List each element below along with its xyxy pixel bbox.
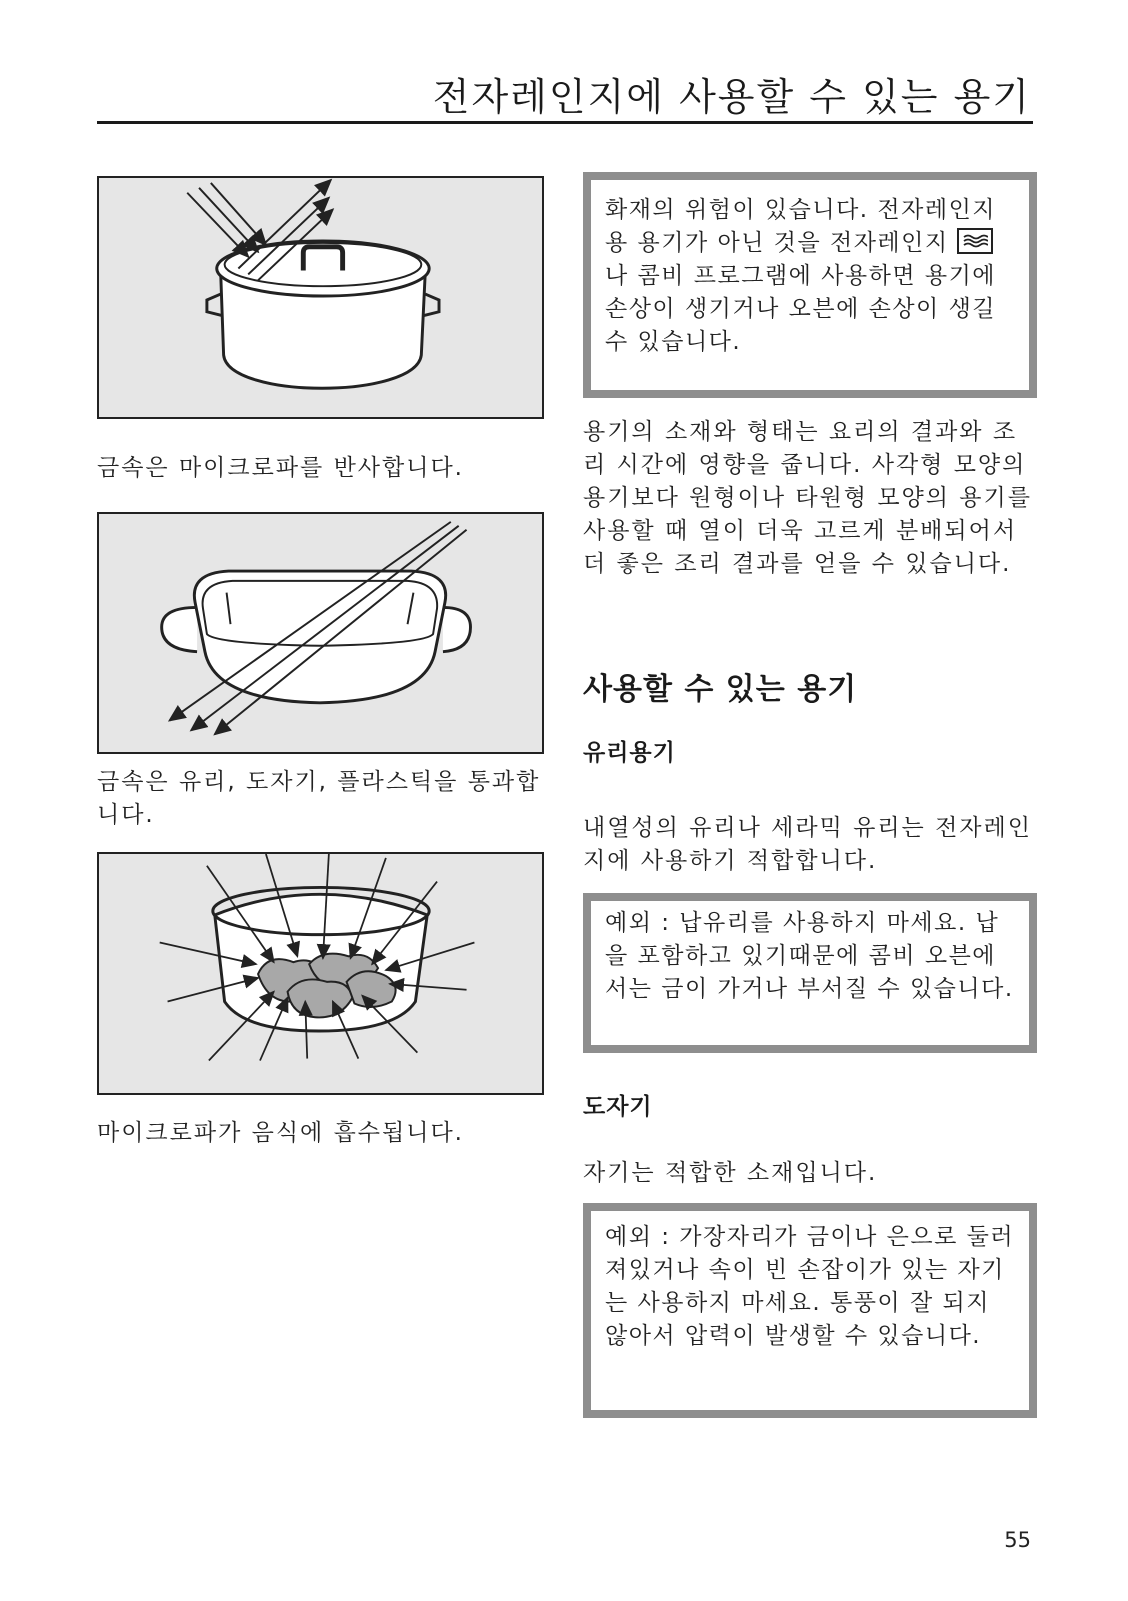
glass-heading: 유리용기 bbox=[583, 740, 676, 766]
ceramic-paragraph: 자기는 적합한 소재입니다. bbox=[583, 1160, 878, 1186]
usable-containers-heading: 사용할 수 있는 용기 bbox=[583, 672, 858, 707]
lead-glass-warning-box: 예외 : 납유리를 사용하지 마세요. 납을 포함하고 있기때문에 콤비 오븐에서는 금이 가거나 부서질 수 있습니다. bbox=[583, 893, 1037, 1053]
warning-text-after: 나 콤비 프로그램에 사용하면 용기에 손상이 생기거나 오븐에 손상이 생길 수 있습니다. bbox=[605, 263, 997, 355]
food-bowl-drawing bbox=[99, 854, 542, 1093]
microwave-mode-icon bbox=[957, 228, 993, 254]
figure-caption-pass: 금속은 유리, 도자기, 플라스틱을 통과합니다. bbox=[97, 769, 541, 828]
glass-dish-drawing bbox=[99, 514, 542, 752]
figure-caption-reflect: 금속은 마이크로파를 반사합니다. bbox=[97, 455, 464, 481]
fire-warning-box bbox=[583, 172, 1037, 398]
food-absorb-illustration bbox=[97, 852, 544, 1095]
ceramic-heading: 도자기 bbox=[583, 1094, 653, 1120]
title-rule bbox=[97, 121, 1033, 124]
ceramic-warning-box: 예외 : 가장자리가 금이나 은으로 둘러져있거나 속이 빈 손잡이가 있는 자기는 사용하지 마세요. 통풍이 잘 되지 않아서 압력이 발생할 수 있습니다. bbox=[583, 1203, 1037, 1418]
glass-paragraph: 내열성의 유리나 세라믹 유리는 전자레인지에 사용하기 적합합니다. bbox=[583, 815, 1032, 874]
figure-caption-absorb: 마이크로파가 음식에 흡수됩니다. bbox=[97, 1120, 464, 1146]
page-number: 55 bbox=[1004, 1528, 1031, 1552]
glass-dish-illustration bbox=[97, 512, 544, 754]
metal-pot-drawing bbox=[99, 178, 542, 417]
container-material-paragraph: 용기의 소재와 형태는 요리의 결과와 조리 시간에 영향을 줍니다. 사각형 모양의 용기보다 원형이나 타원형 모양의 용기를 사용할 때 열이 더욱 고르게 분배되어서 더 좋은 조리 결과를 얻을 수 있습니다. bbox=[583, 419, 1032, 577]
metal-pot-illustration bbox=[97, 176, 544, 419]
warning-text-before: 화재의 위험이 있습니다. 전자레인지용 용기가 아닌 것을 전자레인지 bbox=[605, 197, 997, 256]
page-title: 전자레인지에 사용할 수 있는 용기 bbox=[432, 75, 1031, 119]
